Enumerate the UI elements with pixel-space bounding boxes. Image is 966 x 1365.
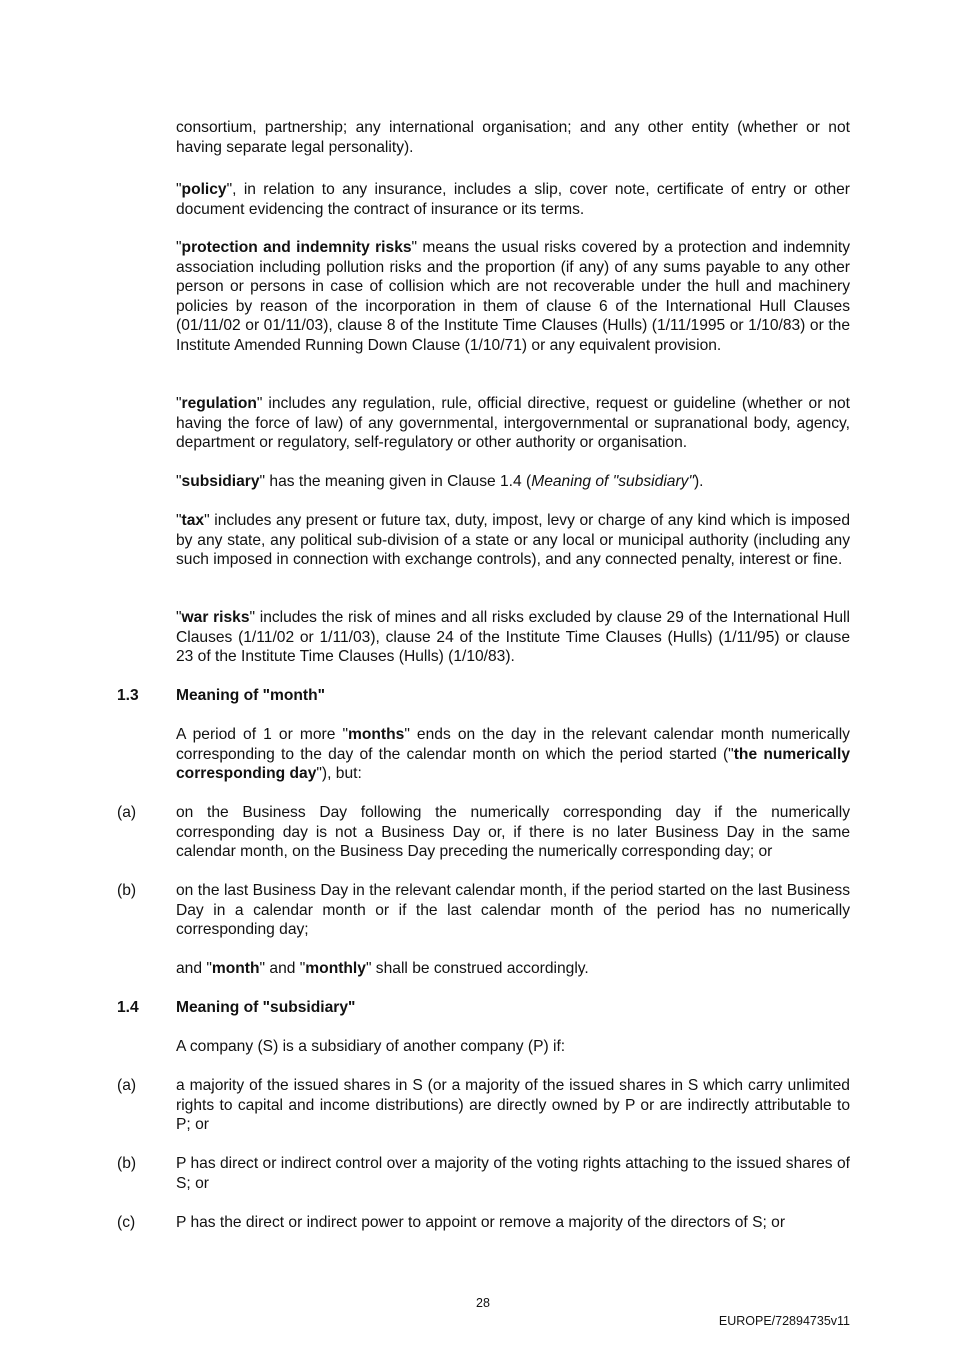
section-title-subsidiary: Meaning of "subsidiary" (176, 999, 356, 1016)
list-item-1-4-a: a majority of the issued shares in S (or a majority of the issued shares in S which carry unlimited rights to capital and income distributions) are directly owned by P or are indirectly attributable to P; or (176, 1077, 850, 1133)
list-item-1-4-b: P has direct or indirect control over a majority of the voting rights attaching to the issued shares of S; or (176, 1155, 850, 1192)
list-label-1-4-a: (a) (117, 1077, 137, 1094)
list-label-1-3-b: (b) (117, 882, 137, 899)
definition-policy: "policy", in relation to any insurance, includes a slip, cover note, certificate of entry or other document evidencing the contract of insurance or its terms. (176, 181, 850, 218)
definition-war-risks: "war risks" includes the risk of mines and all risks excluded by clause 29 of the International Hull Clauses (1/11/02 or 1/11/03), clause 24 of the Institute Time Clauses (Hulls) (1/11/95) or clause 23 of the Institute Time Clauses (Hulls) (1/10/83). (176, 609, 850, 665)
definition-continuation: consortium, partnership; any international organisation; and any other entity (whether or not having separate legal personality). (176, 119, 850, 156)
list-item-1-4-c: P has the direct or indirect power to appoint or remove a majority of the directors of S; or (176, 1214, 786, 1231)
section-1-3-intro: A period of 1 or more "months" ends on the day in the relevant calendar month numerically corresponding to the day of the calendar month on which the period started ("the numerically corresponding day"), but: (176, 726, 850, 782)
list-label-1-3-a: (a) (117, 804, 137, 821)
term-war-risks: war risks (181, 609, 250, 626)
term-regulation: regulation (181, 395, 257, 412)
definition-regulation: "regulation" includes any regulation, rule, official directive, request or guideline (whether or not having the force of law) of any governmental, intergovernmental or supranational body, agency, department or regulatory, self-regulatory or other authority or organisation. (176, 395, 850, 451)
term-policy: policy (181, 181, 227, 198)
section-1-3-closing: and "month" and "monthly" shall be construed accordingly. (176, 960, 589, 977)
list-label-1-4-b: (b) (117, 1155, 137, 1172)
term-protection-and-indemnity-risks: protection and indemnity risks (181, 239, 412, 256)
section-1-4-intro: A company (S) is a subsidiary of another company (P) if: (176, 1038, 566, 1055)
document-reference: EUROPE/72894735v11 (718, 1314, 850, 1328)
term-subsidiary: subsidiary (181, 473, 260, 490)
list-label-1-4-c: (c) (117, 1214, 136, 1231)
term-tax: tax (181, 512, 205, 529)
page-number: 28 (476, 1296, 490, 1310)
cross-reference-subsidiary: Meaning of "subsidiary" (531, 473, 694, 490)
list-item-1-3-a: on the Business Day following the numerically corresponding day if the numerically corresponding day is not a Business Day or, if there is no later Business Day in the same calendar month, on the Business Day preceding the numerically corresponding day; or (176, 804, 850, 860)
section-number-1-4: 1.4 (117, 999, 139, 1016)
definition-tax: "tax" includes any present or future tax, duty, impost, levy or charge of any kind which is imposed by any state, any political sub-division of a state or any local or municipal authority (including any such imposed in connection with exchange controls), and any connected penalty, interest or fine. (176, 512, 850, 568)
definition-protection-and-indemnity-risks: "protection and indemnity risks" means the usual risks covered by a protection and indemnity association including pollution risks and the proportion (if any) of any sums payable to any other person or persons in case of collision which are not recoverable under the hull and machinery policies by reason of the incorporation in them of clause 6 of the International Hull Clauses (01/11/02 or 01/11/03), clause 8 of the Institute Time Clauses (Hulls) (1/11/1995 or 1/10/83) or the Institute Amended Running Down Clause (1/10/71) or any equivalent provision. (176, 239, 850, 354)
list-item-1-3-b: on the last Business Day in the relevant calendar month, if the period started on the last Business Day in a calendar month or if the last calendar month of the period has no numerically corresponding day; (176, 882, 850, 938)
section-title-month: Meaning of "month" (176, 687, 326, 704)
definition-subsidiary: "subsidiary" has the meaning given in Clause 1.4 (Meaning of "subsidiary"). (176, 473, 704, 490)
section-number-1-3: 1.3 (117, 687, 139, 704)
